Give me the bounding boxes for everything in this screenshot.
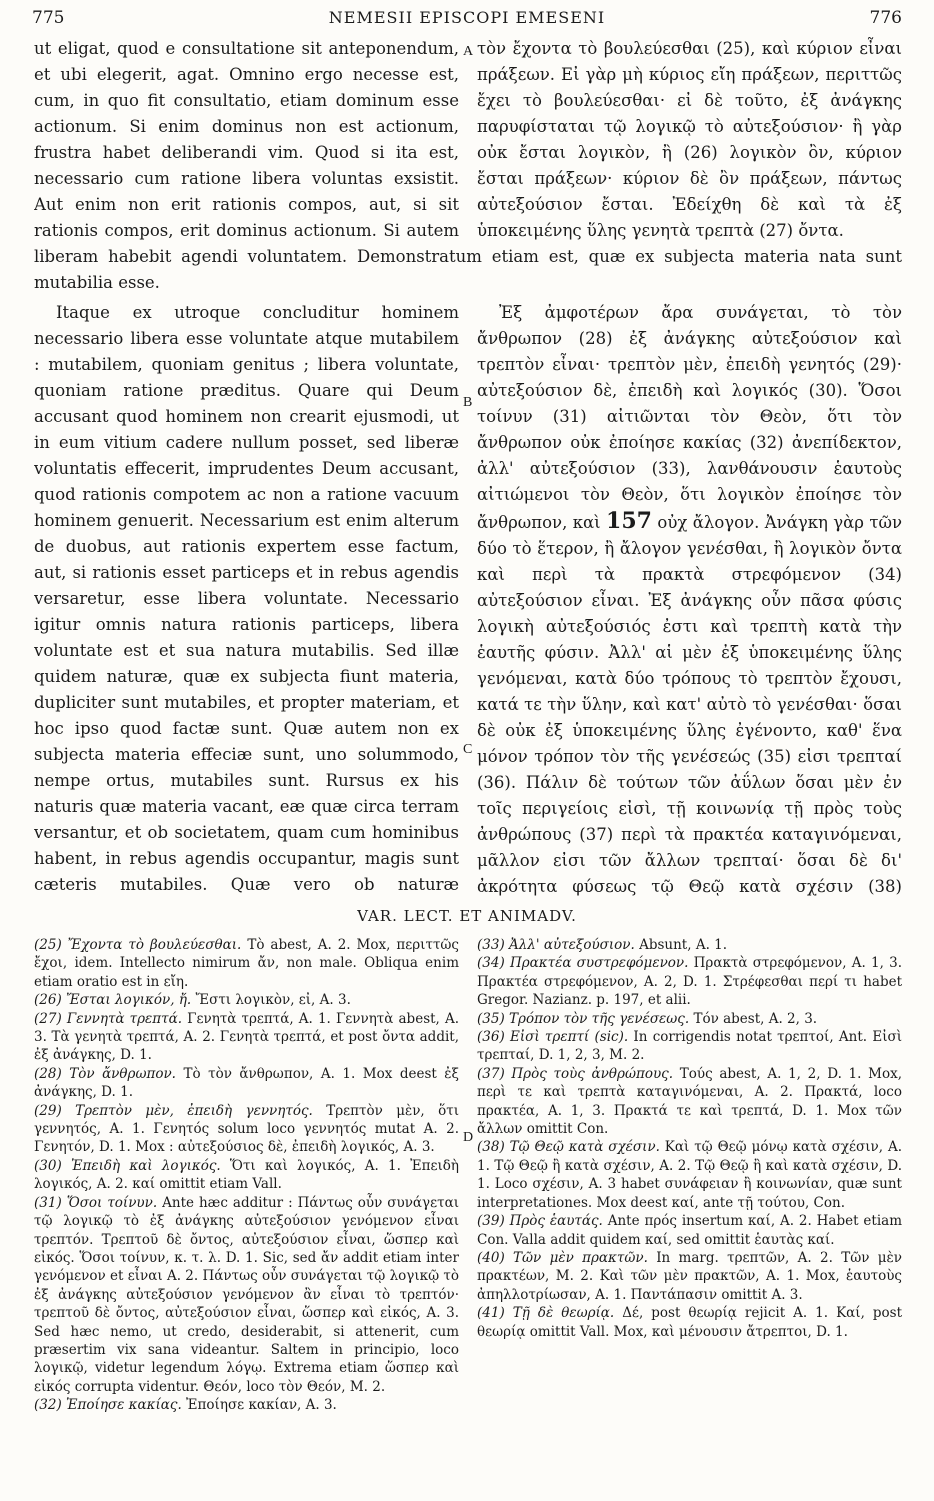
footnote-text: Δέ, post θεωρίᾳ rejicit A. 1. Καί, post θεωρίᾳ omittit Vall. Mox, καὶ μένουσιν ἄτρεπτοι, D. 1.	[477, 1305, 902, 1340]
latin-paragraph-2: Itaque ex utroque concluditur hominem necessario libera esse voluntate atque mutabilem : mutabilem, quoniam genitus ; libera voluntate, quoniam ratione præditus. Quare qui Deum accusant quod hominem non crearit ejusmodi, ut in eum vitium cadere nullum posset, sed liberæ voluntatis effecerit, imprudentes Deum accusant, quod rationis compotem ac non a ratione vacuum hominem genuerit. Necessarium est enim alterum de duobus, aut rationis expertem esse factum, aut, si rationis esset particeps et in rebus agendis versaretur, esse libera voluntate. Necessario igitur omnis natura rationis particeps, libera voluntate est et sua natura mutabilis. Sed illæ quidem naturæ, quæ ex subjecta fiunt materia, dupliciter sunt mutabiles, et propter materiam, et hoc ipso quod factæ sunt. Quæ autem non ex subjecta materia effeciæ sunt, uno solummodo, nempe ortus, mutabiles sunt. Rursus ex his naturis quæ materia vacant, eæ quæ circa terram versantur, et ob societatem, quam cum hominibus habent, in rebus agendis occupantur, magis sunt cæteris mutabiles. Quæ vero ob naturæ	[34, 303, 459, 894]
margin-letter-a: A	[463, 44, 474, 59]
running-header	[32, 8, 902, 38]
footnote-text: Ἐποίησε κακίαν, A. 3.	[181, 1397, 337, 1414]
footnote-text: Γενητὰ τρεπτά, A. 1. Γεννητὰ abest, A. 3. Τὰ γενητὰ τρεπτά, A. 2. Γενητὰ τρεπτά, et post ὄντα addit, ἐξ ἀνάγκης, D. 1.	[34, 1010, 459, 1064]
footnote-text: Τόν abest, A. 2, 3.	[689, 1010, 818, 1027]
page-number-right: 776	[869, 8, 902, 28]
greek-column-top	[477, 36, 902, 246]
footnote-lemma: (41) Τῇ δὲ θεωρίᾳ.	[477, 1305, 615, 1322]
footnote-lemma: (29) Τρεπτὸν μὲν, ἐπειδὴ γεννητός.	[34, 1102, 313, 1119]
notes-left-column	[34, 936, 459, 1491]
latin-span-text: liberam habebit agendi voluntatem. Demonstratum etiam est, quæ ex subjecta materia nata sunt mutabilia esse.	[34, 247, 902, 292]
greek-column-bottom	[477, 300, 902, 898]
page-number-left: 775	[32, 8, 65, 28]
footnote	[34, 936, 459, 991]
footnote-text: Ante hæc additur : Πάντως οὖν συνάγεται τῷ λογικῷ τὸ ἐξ ἀνάγκης αὐτεξούσιον γενόμενον εἶναι τρεπτόν. Τρεπτοῦ δὲ ὄντος, αὐτεξούσιον εἶναι, ὥσπερ καὶ εἰκός. Ὅσοι τοίνυν, κ. τ. λ. D. 1. Sic, sed ἄν addit etiam inter γενόμενον et εἶναι A. 2. Πάντως οὖν συνάγεται τῷ λογικῷ τὸ ἐξ ἀνάγκης αὐτεξούσιον γενόμενον ἂν εἶναι τὸ τρεπτόν· τρεπτοῦ δὲ ὄντος, αὐτεξούσιον εἶναι, ὥσπερ καὶ εἰκός, A. 3. Sed hæc nemo, ut credo, desiderabit, si attenerit, cum præsertim vix sana videantur. Saltem in principio, loco λογικῷ, videtur legendum λόγῳ. Extrema etiam ὥσπερ καὶ εἰκός corrupta videntur. Θεόν, loco τὸν Θεόν, M. 2.	[34, 1194, 459, 1395]
latin-column-bottom	[34, 300, 459, 896]
footnote-lemma: (37) Πρὸς τοὺς ἀνθρώπους.	[477, 1065, 674, 1082]
footnote-text: Absunt, A. 1.	[634, 937, 728, 953]
footnote	[34, 1157, 459, 1194]
footnote	[477, 1249, 902, 1304]
footnote-lemma: (31) Ὅσοι τοίνυν.	[34, 1194, 158, 1211]
footnote	[34, 1194, 459, 1396]
footnote-text: Τὸ τὸν ἄνθρωπον, A. 1. Mox deest ἐξ ἀνάγκης, D. 1.	[34, 1065, 459, 1101]
footnote-lemma: (38) Τῷ Θεῷ κατὰ σχέσιν.	[477, 1139, 660, 1156]
footnote-lemma: (34) Πρακτέα συστρεφόμενον.	[477, 955, 689, 972]
section-heading: VAR. LECT. ET ANIMADV.	[357, 907, 577, 925]
footnote-text: Τρεπτὸν μὲν, ὅτι γεννητός, A. 1. Γενητός solum loco γεννητός mutat A. 2. Γενητόν, D. 1. Mox : αὐτεξούσιος δὲ, ἐπειδὴ λογικός, A. 3.	[34, 1102, 459, 1156]
footnote-lemma: (40) Τῶν μὲν πρακτῶν.	[477, 1249, 648, 1266]
greek-text-after-mark: οὐχ ἄλογον. Ἀνάγκη γὰρ τῶν δύο τὸ ἕτερον, ἢ ἄλογον γενέσθαι, ἢ λογικὸν ὄντα καὶ περὶ τὰ πρακτὰ στρεφόμενον (34) αὐτεξούσιον εἶναι. Ἐξ ἀνάγκης οὖν πᾶσα φύσις λογικὴ αὐτεξούσιός ἐστι καὶ τρεπτὴ κατὰ τὴν ἑαυτῆς φύσιν. Ἀλλ' αἱ μὲν ἐξ ὑποκειμένης ὕλης γενόμεναι, κατὰ δύο τρόπους τὸ τρεπτὸν ἔχουσι, κατά τε τὴν ὕλην, καὶ κατ' αὐτὸ τὸ γενέσθαι· ὅσαι δὲ οὐκ ἐξ ὑποκειμένης ὕλης ἐγένοντο, καθ' ἕνα μόνον τρόπον τὸν τῆς γενέσεώς (35) εἰσι τρεπταί (36). Πάλιν δὲ τούτων τῶν ἀΰλων ὅσαι μὲν ἐν τοῖς περιγείοις εἰσὶ, τῇ κοινωνίᾳ τῇ πρὸς τοὺς ἀνθρώπους (37) περὶ τὰ πρακτέα καταγινόμεναι, μᾶλλον εἰσι τῶν ἄλλων τρεπταί· ὅσαι δὲ δι' ἀκρότητα φύσεως τῷ Θεῷ κατὰ σχέσιν (38)	[477, 513, 902, 896]
margin-letter-b: B	[463, 395, 473, 410]
footnote	[34, 1010, 459, 1065]
footnote-lemma: (33) Ἀλλ' αὐτεξούσιον.	[477, 937, 635, 953]
footnote	[477, 1010, 902, 1028]
footnote-text: In corrigendis notat τρεπτοί, Ant. Εἰσὶ τρεπταί, D. 1, 2, 3, M. 2.	[477, 1029, 902, 1064]
latin-paragraph-1: ut eligat, quod e consultatione sit anteponendum, et ubi elegerit, agat. Omnino ergo necesse est, cum, in quo fit consultatio, etiam dominum esse actionum. Si enim dominus non est actionum, frustra habet deliberandi vim. Quod si ita est, necessario cum ratione libera voluntas exsistit. Aut enim non erit rationis compos, aut, si sit rationis compos, erit dominus actionum. Si autem	[34, 39, 459, 240]
footnote	[477, 954, 902, 1009]
footnote	[477, 936, 902, 954]
footnote-lemma: (39) Πρὸς ἑαυτάς.	[477, 1213, 603, 1230]
latin-column-top	[34, 36, 459, 244]
footnote-text: Τὸ abest, A. 2. Mox, περιττῶς ἔχοι, idem. Intellecto nimirum ἄν, non male. Obliqua enim etiam oratio est in εἴη.	[34, 937, 459, 990]
greek-paragraph-1: τὸν ἔχοντα τὸ βουλεύεσθαι (25), καὶ κύριον εἶναι πράξεων. Εἰ γὰρ μὴ κύριος εἴη πράξεων, περιττῶς ἔχει τὸ βουλεύεσθαι· εἰ δὲ τοῦτο, ἐξ ἀνάγκης παρυφίσταται τῷ λογικῷ τὸ αὐτεξούσιον· ἢ γὰρ οὐκ ἔσται λογικὸν, ἢ (26) λογικὸν ὂν, κύριον ἔσται πράξεων· κύριον δὲ ὂν πράξεων, πάντως αὐτεξούσιον ἔσται. Ἐδείχθη δὲ καὶ τὰ ἐξ ὑποκειμένης ὕλης γενητὰ τρεπτὰ (27) ὄντα.	[477, 39, 902, 240]
footnote	[477, 1212, 902, 1249]
margin-letter-d: D	[463, 1130, 474, 1145]
page-marker: 157	[606, 508, 652, 534]
footnote-lemma: (30) Ἐπειδὴ καὶ λογικός.	[34, 1157, 221, 1174]
footnote-lemma: (25) Ἔχοντα τὸ βουλεύεσθαι.	[34, 937, 242, 953]
footnote-text: Ὅτι καὶ λογικός, A. 1. Ἐπειδὴ λογικός, A. 2. καί omittit etiam Vall.	[34, 1157, 459, 1193]
notes-right-column	[477, 936, 902, 1491]
latin-spanning-line	[34, 244, 902, 298]
footnote	[34, 1396, 459, 1414]
footnote	[34, 1065, 459, 1102]
footnote-text: In marg. τρεπτῶν, A. 2. Τῶν μὲν πρακτέων, M. 2. Καὶ τῶν μὲν πρακτῶν, A. 1. Mox, ἑαυτοὺς ἀπηλλοτρίωσαν, A. 1. Παντάπασιν omittit A. 3.	[477, 1249, 902, 1303]
footnote-text: Τούς abest, A. 1, 2, D. 1. Mox, περὶ τε καὶ τρεπτὰ καταγινόμεναι, A. 2. Πρακτά, loco πρακτέα, A. 1, 3. Πρακτά τε καὶ τρεπτά, D. 1. Mox τῶν ἄλλων omittit Con.	[477, 1065, 902, 1138]
footnote-lemma: (32) Ἐποίησε κακίας.	[34, 1397, 182, 1414]
footnote-lemma: (28) Τὸν ἄνθρωπον.	[34, 1065, 176, 1082]
footnote-lemma: (27) Γεννητὰ τρεπτά.	[34, 1010, 183, 1027]
footnote-lemma: (26) Ἔσται λογικόν, ἤ.	[34, 992, 192, 1009]
footnote-lemma: (36) Εἰσὶ τρεπτί (sic).	[477, 1029, 629, 1046]
greek-paragraph-2	[477, 300, 902, 898]
footnote-text: Ἔστι λογικὸν, εἰ, A. 3.	[191, 992, 351, 1009]
margin-letter-c: C	[463, 742, 473, 757]
footnote-text: Καὶ τῷ Θεῷ μόνῳ κατὰ σχέσιν, A. 1. Τῷ Θεῷ ἢ κατὰ σχέσιν, A. 2. Τῷ Θεῷ ἢ καὶ κατὰ σχέσιν, D. 1. Loco σχέσιν, A. 3 habet συνάφειαν ἢ κοινωνίαν, quæ sunt interpretationes. Mox deest καί, ante τῇ τούτου, Con.	[477, 1139, 902, 1211]
footnote-text: Ante πρός insertum καί, A. 2. Habet etiam Con. Valla addit quidem καί, sed omittit ἑαυτὰς καί.	[477, 1213, 902, 1248]
footnote	[34, 991, 459, 1009]
footnote-text: Πρακτὰ στρεφόμενον, A. 1, 3. Πρακτέα στρεφόμενον, A. 2, D. 1. Στρέφεσθαι περί τι habet Gregor. Nazianz. p. 197, et alii.	[477, 955, 902, 1009]
footnote	[477, 1138, 902, 1212]
running-title: NEMESII EPISCOPI EMESENI	[328, 8, 606, 27]
footnote	[477, 1065, 902, 1139]
greek-text-before-mark: Ἐξ ἀμφοτέρων ἄρα συνάγεται, τὸ τὸν ἄνθρωπον (28) ἐξ ἀνάγκης αὐτεξούσιον καὶ τρεπτὸν εἶναι· τρεπτὸν μὲν, ἐπειδὴ γενητός (29)· αὐτεξούσιον δὲ, ἐπειδὴ καὶ λογικός (30). Ὅσοι τοίνυν (31) αἰτιῶνται τὸν Θεὸν, ὅτι τὸν ἄνθρωπον οὐκ ἐποίησε κακίας (32) ἀνεπίδεκτον, ἀλλ' αὐτεξούσιον (33), λανθάνουσιν ἑαυτοὺς αἰτιώμενοι τὸν Θεὸν, ὅτι λογικὸν ἐποίησε τὸν ἄνθρωπον, καὶ	[477, 303, 902, 532]
footnote	[477, 1304, 902, 1341]
footnote-lemma: (35) Τρόπον τὸν τῆς γενέσεως.	[477, 1010, 690, 1027]
footnote	[477, 1028, 902, 1065]
footnote	[34, 1102, 459, 1157]
